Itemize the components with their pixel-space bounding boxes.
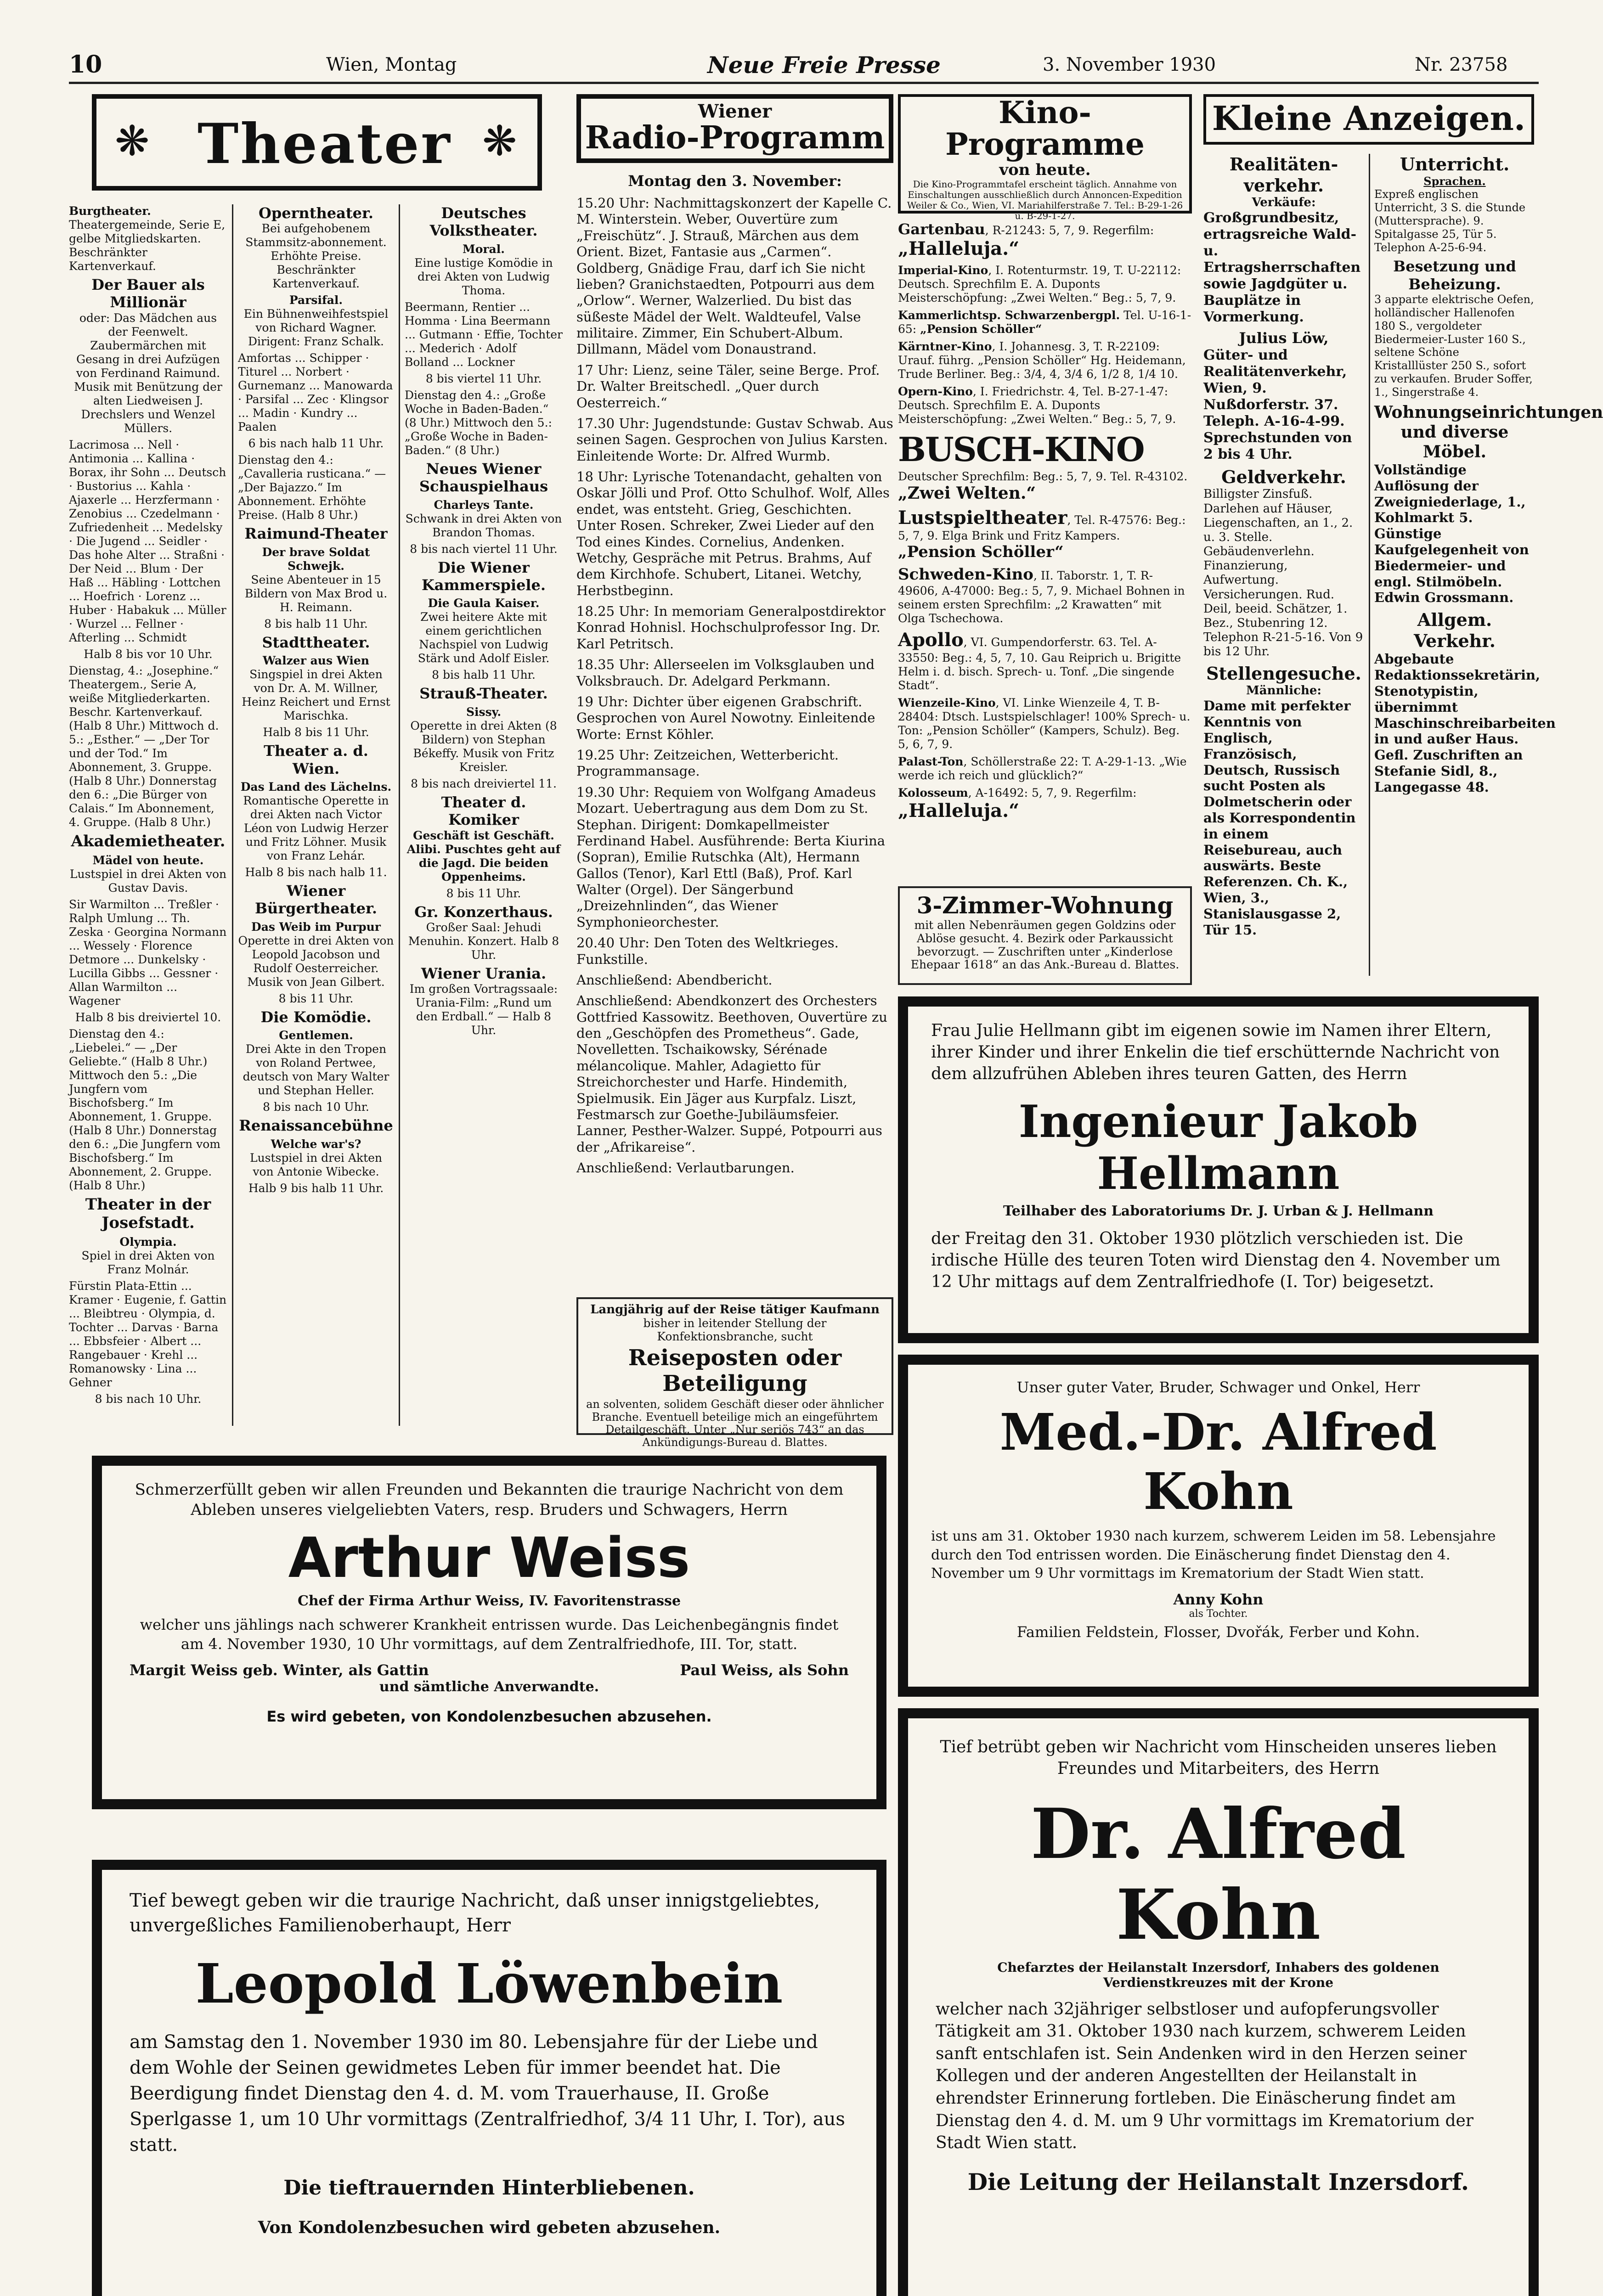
listing-text: oder: Das Mädchen aus der Feenwelt. Zaubermärchen mit Gesang in drei Aufzügen von Ferdinand Raimund. Musik mit Benützung der alten Liedweisen J. Drechslers und Wenzel Müllers. (74, 311, 222, 435)
kino-film: „Halleluja.“ (898, 238, 1020, 260)
listing-head: Theater d. Komiker (441, 793, 526, 829)
listing-text: Zwei heitere Akte mit einem gerichtlichen Nachspiel von Ludwig Stärk und Adolf Eisler. (418, 610, 550, 665)
listing-time: 8 bis nach 10 Uhr. (95, 1392, 202, 1406)
obituary-body: der Freitag den 31. Oktober 1930 plötzlich verschieden ist. Die irdische Hülle des teuren Toten wird Dienstag den 4. November um 12 Uhr mittags auf dem Zentralfriedhofe (I. Tor) beigesetzt. (931, 1229, 1501, 1291)
listing-head: Gr. Konzerthaus. (414, 903, 553, 921)
ad-subcategory: Männliche: (1246, 684, 1322, 698)
listing-head: Theater a. d. Wien. (264, 742, 368, 777)
theater-column-2 (238, 204, 394, 1435)
kino-text: I. Johannesg. 3, T. R-22109: Urauf. führg. „Pension Schöller“ Hg. Heidemann, Trude Berliner. Beg.: 3/4, 4, 3/4 6, 1/2 8, 1/4 10. (898, 340, 1186, 381)
listing-text: Eine lustige Komödie in drei Akten von Ludwig Thoma. (414, 256, 553, 297)
radio-item: 17 Uhr: Lienz, seine Täler, seine Berge. Prof. Dr. Walter Breitschedl. „Quer durch Oesterreich.“ (576, 362, 880, 411)
obituary-body: am Samstag den 1. November 1930 im 80. Lebensjahre für der Liebe und dem Wohle der Seinen gewidmetes Leben für immer beendet hat. Die Beerdigung findet Dienstag den 4. d. M. vom Trauerhause, II. Große Sperlgasse 1, um 10 Uhr vormittags (Zentralfriedhof, 3/4 11 Uhr, I. Tor), aus statt. (130, 2032, 845, 2155)
obituary-hellmann (898, 996, 1539, 1343)
obituary-closing: Es wird gebeten, von Kondolenzbesuchen abzusehen. (266, 1707, 712, 1725)
listing-head: Das Weib im Purpur (251, 920, 381, 934)
radio-item: Anschließend: Abendkonzert des Orchesters Gottfried Kassowitz. Beethoven, Ouvertüre zu den „Geschöpfen des Prometheus“. Gade, Novelletten. Tschaikowsky, Sérénade mélancolique. Mahler, Adagietto für Streichorchester und Harfe. Hindemith, Spielmusik. Ein Jäger aus Kurpfalz. Liszt, Festmarsch zur Goethe-Jubiläumsfeier. Lanner, Pesther-Walzer. Suppé, Potpourri aus der „Afrikareise“. (576, 993, 887, 1155)
kino-name: Schweden-Kino (898, 565, 1033, 584)
obituary-loewenbein (92, 1860, 886, 2296)
radio-item: 18 Uhr: Lyrische Totenandacht, gehalten von Oskar Jölli und Prof. Otto Schulhof. Wolf, Alles endet, was entsteht. Grieg, Geschichten. Unter Rosen. Schreker, Zwei Lieder auf den Tod eines Kindes. Cornelius, Andenken. Wetchy, Gespräche mit Petrus. Brahms, Auf dem Kirchhofe. Schubert, Litanei. Wetchy, Herbstbeginn. (576, 469, 890, 598)
kino-text: Schöllerstraße 22: T. A-29-1-13. „Wie werde ich reich und glücklich?“ (898, 754, 1187, 782)
ad-headline: Reiseposten oder Beteiligung (628, 1345, 842, 1396)
listing-head: Walzer aus Wien (263, 654, 369, 668)
header-rule (69, 82, 1539, 84)
theater-title: Theater (198, 112, 452, 176)
ad-category: Realitäten-verkehr. (1229, 154, 1338, 196)
listing-head: Mädel von heute. (92, 853, 204, 867)
listing-time: 8 bis nach 10 Uhr. (263, 1100, 369, 1114)
wohnung-ad (898, 886, 1192, 985)
ad-text: Güter- und Realitätenverkehr, Wien, 9. Nußdorferstr. 37. Teleph. A-16-4-99. Sprechstunden von 2 bis 4 Uhr. (1203, 347, 1352, 462)
obituary-name: Dr. Alfred Kohn (1030, 1793, 1406, 1955)
radio-title-box (576, 94, 893, 163)
obituary-signature: Die Leitung der Heilanstalt Inzersdorf. (967, 2168, 1469, 2195)
radio-date-head: Montag den 3. November: (628, 172, 842, 190)
kino-film: „Zwei Welten.“ (898, 483, 1036, 503)
listing-head: Strauß-Theater. (419, 685, 548, 703)
newspaper-name: Neue Freie Presse (707, 51, 941, 79)
kino-name: Lustspieltheater (898, 506, 1067, 529)
obituary-signatures (130, 1661, 849, 1679)
kino-name: BUSCH-KINO (898, 430, 1144, 469)
kino-name: Kärntner-Kino (898, 340, 992, 354)
ornament-icon: ❋ (482, 117, 517, 165)
listing-head: Neues Wiener Schauspielhaus (419, 460, 548, 495)
kino-entry (898, 309, 1192, 336)
ad-subcategory: Verkäufe: (1252, 196, 1316, 210)
radio-item: 19.30 Uhr: Requiem von Wolfgang Amadeus Mozart. Uebertragung aus dem Dom zu St. Stephan. Dirigent: Domkapellmeister Ferdinand Habel. Ausführende: Berta Kiurina (Sopran), Emilie Rutschka (Alt), Hermann Gallos (Tenor), Karl Ettl (Baß), Prof. Karl Walter (Orgel). Der Sängerbund „Dreizehnlinden“, das Wiener Symphonieorchester. (576, 784, 886, 930)
kino-text: A-16492: 5, 7, 9. Regerfilm: (975, 786, 1137, 799)
listing-text: Operette in drei Akten (8 Bildern) von Stephan Békeffy. Musik von Fritz Kreisler. (410, 719, 557, 774)
obituary-intro: Frau Julie Hellmann gibt im eigenen sowie im Namen ihrer Eltern, ihrer Kinder und ihrer Enkelin die tief erschütternde Nachricht von dem allzufrühen Ableben ihres teuren Gatten, des Herrn (931, 1021, 1500, 1083)
listing-text: Bei aufgehobenem Stammsitz-abonnement. Erhöhte Preise. Beschränkter Kartenverkauf. (245, 222, 387, 291)
listing-time: Halb 8 bis 11 Uhr. (263, 726, 369, 739)
listing-head: Raimund-Theater (244, 525, 388, 543)
kino-entry: Apollo, VI. Gumpendorferstr. 63. Tel. A-33550: Beg.: 4, 5, 7, 10. Gau Reiprich u. Brigitte Helm i. d. bisch. Sprech- u. Tonf. „Die singende Stadt“. (898, 629, 1181, 692)
obituary-signer-role: als Tochter. (1189, 1608, 1248, 1620)
kino-section (898, 90, 1197, 990)
kino-film: „Pension Schöller“ (920, 322, 1042, 336)
listing-text: Seine Abenteuer in 15 Bildern von Max Brod u. H. Reimann. (244, 573, 388, 614)
ad-text: Expreß englischen Unterricht, 3 S. die Stunde (Muttersprache). 9. Spitalgasse 25, Tür 5. Telephon A-25-6-94. (1374, 188, 1526, 254)
kino-entry: Wienzeile-Kino, VI. Linke Wienzeile 4, T. B-28404: Dtsch. Lustspielschlager! 100% Sprech- u. Ton: „Pension Schöller“ (Kampers, Schulz). Beg. 5, 6, 7, 9. (898, 696, 1191, 751)
listing-text: Ein Bühnenweihfestspiel von Richard Wagner. Dirigent: Franz Schalk. (243, 307, 389, 349)
listing-head: Das Land des Lächelns. (240, 780, 392, 793)
kino-text: I. Rotenturmstr. 19, T. U-22112: Deutsch. Sprechfilm E. A. Duponts Meisterschöpfung: „Zwei Welten.“ Beg.: 5, 7, 9. (898, 264, 1181, 305)
column-rule (1369, 154, 1370, 976)
obituary-name: Leopold Löwenbein (195, 1952, 783, 2015)
listing-text: Großer Saal: Jehudi Menuhin. Konzert. Halb 8 Uhr. (408, 920, 559, 962)
kleine-left-column (1203, 154, 1364, 980)
kino-entry: Lustspieltheater, Tel. R-47576: Beg.: 5, 7, 9. Elga Brink und Fritz Kampers. „Pension Schöller“ (898, 506, 1186, 561)
ad-category: Wohnungseinrichtungen und diverse Möbel. (1374, 402, 1603, 461)
radio-item: 18.35 Uhr: Allerseelen im Volksglauben und Volksbrauch. Dr. Adelgard Perkmann. (576, 657, 875, 689)
listing-time: 8 bis viertel 11 Uhr. (425, 371, 542, 385)
issue-date: 3. November 1930 (1043, 54, 1216, 75)
listing-head: Wiener Bürgertheater. (254, 882, 378, 917)
listing-time: 8 bis nach dreiviertel 11. (411, 777, 557, 790)
kino-entry: Gartenbau, R-21243: 5, 7, 9. Regerfilm: „Halleluja.“ (898, 220, 1154, 260)
listing-head: Akademietheater. (71, 832, 226, 850)
ad-category: Allgem. Verkehr. (1413, 609, 1496, 651)
kino-name: Kolosseum (898, 786, 968, 799)
ornament-icon: ❋ (115, 117, 150, 165)
kino-entry: Schweden-Kino, II. Taborstr. 1, T. R-49606, A-47000: Beg.: 5, 7, 9. Michael Bohnen in seinem ersten Sprechfilm: „2 Krawatten“ mit Olga Tschechowa. (898, 565, 1185, 625)
ad-text: Dame mit perfekter Kenntnis von Englisch, Französisch, Deutsch, Russisch sucht Posten als Dolmetscherin oder als Korrespondentin in einem Reisebureau, auch auswärts. Beste Referenzen. Ch. K., Wien, 3., Stanislausgasse 2, Tür 15. (1203, 698, 1356, 938)
radio-item: 19.25 Uhr: Zeitzeichen, Wetterbericht. Programmansage. (576, 747, 839, 779)
listing-time: 8 bis halb 11 Uhr. (432, 668, 536, 682)
signature-relatives: und sämtliche Anverwandte. (379, 1678, 599, 1695)
ad-category: Stellengesuche. (1206, 663, 1361, 684)
listing-text: Im großen Vortragssaale: Urania-Film: „Rund um den Erdball.“ — Halb 8 Uhr. (409, 982, 558, 1037)
kino-listings (898, 220, 1192, 877)
kino-text: VI. Linke Wienzeile 4, T. B-28404: Dtsch. Lustspielschlager! 100% Sprech- u. Ton: „Pension Schöller“ (Kampers, Schulz). Beg. 5, 6, 7, 9. (898, 696, 1191, 751)
kino-name: Apollo (898, 629, 964, 651)
radio-title-top: Wiener (698, 101, 772, 122)
listing-text: Dienstag den 4.: „Cavalleria rusticana.“ — „Der Bajazzo.“ Im Abonnement. Erhöhte Preise. (Halb 8 Uhr.) (238, 453, 386, 522)
ad-subcategory: Sprachen. (1423, 174, 1486, 188)
listing-time: 8 bis 11 Uhr. (278, 991, 354, 1005)
obituary-signer: Anny Kohn (1173, 1590, 1264, 1608)
listing-head: Wiener Urania. (421, 964, 547, 982)
listing-time: 8 bis nach viertel 11 Uhr. (410, 542, 558, 556)
theater-title-box (92, 94, 542, 191)
listing-text: Theatergemeinde, Serie E, gelbe Mitgliedskarten. Beschränkter Kartenverkauf. (69, 218, 226, 273)
listing-head: Die Komödie. (260, 1008, 372, 1026)
listing-head: Die Gaula Kaiser. (428, 597, 540, 610)
listing-head: Der Bauer als Millionär (91, 276, 205, 311)
kleine-right-column (1374, 154, 1603, 980)
kaufmann-ad (576, 1297, 893, 1449)
listing-head: Moral. (463, 242, 505, 256)
theater-column-1 (69, 204, 227, 1435)
obituary-kohn-heilanstalt (898, 1708, 1539, 2296)
obituary-subtitle: Chefarztes der Heilanstalt Inzersdorf, Inhabers des goldenen Verdienstkreuzes mit der Krone (997, 1959, 1439, 1990)
kino-film: „Halleluja.“ (898, 799, 1020, 822)
listing-head: Parsifal. (289, 293, 343, 307)
obituary-name: Ingenieur Jakob Hellmann (1018, 1096, 1418, 1200)
ad-text: Großgrundbesitz, ertragsreiche Wald- u. Ertragsherrschaften sowie Jagdgüter u. Bauplätze in Vormerkung. (1203, 210, 1361, 326)
ad-text: Abgebaute Redaktionssekretärin, Stenotypistin, übernimmt Maschinschreibarbeiten in und außer Haus. Gefl. Zuschriften an Stefanie Sidl, 8., Langegasse 48. (1374, 651, 1556, 795)
obituary-intro: Tief bewegt geben wir die traurige Nachricht, daß unser innigstgeliebtes, unvergeßliches Familienoberhaupt, Herr (130, 1890, 820, 1936)
kleine-title-box (1203, 94, 1534, 145)
ad-category: Geldverkehr. (1221, 466, 1346, 487)
kino-text: Deutscher Sprechfilm: Beg.: 5, 7, 9. Tel. R-43102. (898, 469, 1188, 483)
listing-text: Dienstag den 4.: „Liebelei.“ — „Der Geliebte.“ (Halb 8 Uhr.) Mittwoch den 5.: „Die Jungfern vom Bischofsberg.“ Im Abonnement, 1. Gruppe. (Halb 8 Uhr.) Donnerstag den 6.: „Die Jungfern vom Bischofsberg.“ Im Abonnement, 2. Gruppe. (Halb 8 Uhr.) (69, 1027, 220, 1192)
kino-title: Kino-Programme (945, 95, 1145, 163)
kino-name: Kammerlichtsp. Schwarzenbergpl. (898, 309, 1120, 322)
page-header (69, 51, 1539, 83)
listing-head: Der brave Soldat Schwejk. (262, 545, 370, 573)
listing-text: Lustspiel in drei Akten von Gustav Davis. (69, 867, 227, 895)
kino-entry: Imperial-Kino, I. Rotenturmstr. 19, T. U-22112: Deutsch. Sprechfilm E. A. Duponts Meisterschöpfung: „Zwei Welten.“ Beg.: 5, 7, 9. (898, 264, 1181, 305)
obituary-subtitle: Teilhaber des Laboratoriums Dr. J. Urban & J. Hellmann (1003, 1203, 1434, 1220)
kino-title-box (898, 94, 1192, 221)
listing-time: Halb 9 bis halb 11 Uhr. (248, 1181, 384, 1195)
kino-entry: Kolosseum, A-16492: 5, 7, 9. Regerfilm: „Halleluja.“ (898, 786, 1137, 822)
ad-text: Vollständige Auflösung der Zweigniederlage, 1., Kohlmarkt 5. Günstige Kaufgelegenheit von Biedermeier- und engl. Stilmöbeln. Edwin Grossmann. (1374, 462, 1529, 606)
kino-name: Wienzeile-Kino (898, 696, 996, 709)
obituary-families: Familien Feldstein, Flosser, Dvořák, Ferber und Kohn. (1016, 1623, 1420, 1641)
kino-entry: Kärntner-Kino, I. Johannesg. 3, T. R-22109: Urauf. führg. „Pension Schöller“ Hg. Heidemann, Trude Berliner. Beg.: 3/4, 4, 3/4 6, 1/2 8, 1/4 10. (898, 340, 1186, 381)
signature-wife: Margit Weiss geb. Winter, als Gattin (130, 1661, 429, 1679)
radio-item: 20.40 Uhr: Den Toten des Weltkrieges. Funkstille. (576, 935, 839, 967)
wohnung-body: mit allen Nebenräumen gegen Goldzins oder Ablöse gesucht. 4. Bezirk oder Parkaussicht bevorzugt. — Zuschriften unter „Kinderlose Ehepaar 1618“ an das Ank.-Bureau d. Blattes. (910, 918, 1180, 972)
ad-line: bisher in leitender Stellung der Konfektionsbranche, sucht (643, 1317, 827, 1343)
kino-text: II. Taborstr. 1, T. R-49606, A-47000: Beg.: 5, 7, 9. Michael Bohnen in seinem ersten Sprechfilm: „2 Krawatten“ mit Olga Tschechowa. (898, 568, 1185, 625)
listing-head: Stadttheater. (262, 633, 370, 651)
radio-item: Anschließend: Abendbericht. (576, 972, 773, 988)
kino-text: I. Friedrichstr. 4, Tel. B-27-1-47: Deutsch. Sprechfilm E. A. Duponts Meisterschöpfung: „Zwei Welten.“ Beg.: 5, 7, 9. (898, 385, 1176, 426)
radio-item: 17.30 Uhr: Jugendstunde: Gustav Schwab. Aus seinen Sagen. Gesprochen von Julius Karsten. Einleitende Worte: Dr. Alfred Wurmb. (576, 415, 893, 464)
listing-head: Gentlemen. (279, 1029, 353, 1042)
obituary-subtitle: Chef der Firma Arthur Weiss, IV. Favoritenstrasse (297, 1593, 681, 1609)
cast-list: Beermann, Rentier ... Homma · Lina Beermann ... Gutmann · Effie, Tochter ... Mederich · Adolf Bolland ... Lockner (405, 300, 563, 369)
obituary-body: ist uns am 31. Oktober 1930 nach kurzem, schwerem Leiden im 58. Lebensjahre durch den Tod entrissen worden. Die Einäscherung findet Dienstag den 4. November um 9 Uhr vormittags im Krematorium der Stadt Wien statt. (931, 1528, 1496, 1581)
obituary-intro: Tief betrübt geben wir Nachricht vom Hinscheiden unseres lieben Freundes und Mitarbeiters, des Herrn (940, 1738, 1497, 1778)
wohnung-title: 3-Zimmer-Wohnung (916, 892, 1174, 919)
page-number: 10 (69, 51, 102, 79)
listing-text: Schwank in drei Akten von Brandon Thomas. (405, 512, 562, 539)
listing-time: 8 bis 11 Uhr. (446, 886, 521, 900)
listing-time: Halb 8 bis nach halb 11. (245, 865, 387, 879)
kino-subtitle: von heute. (999, 160, 1091, 179)
radio-section (576, 90, 898, 1449)
obituary-closing: Von Kondolenzbesuchen wird gebeten abzusehen. (258, 2218, 721, 2237)
obituary-name: Arthur Weiss (288, 1526, 690, 1591)
listing-time: 8 bis halb 11 Uhr. (264, 617, 368, 630)
cast-list: Sir Warmilton ... Treßler · Ralph Umlung ... Th. Zeska · Georgina Normann ... Wessely · Florence Detmore ... Dunkelsky · Lucilla Gibbs ... Gessner · Allan Warmilton ... Wagener (69, 897, 227, 1007)
listing-text: Dienstag, 4.: „Josephine.“ Theatergem., Serie A, weiße Mitgliederkarten. Beschr. Kartenverkauf. (Halb 8 Uhr.) Mittwoch d. 5.: „Esther.“ — „Der Tor und der Tod.“ Im Abonnement, 3. Gruppe. (Halb 8 Uhr.) Donnerstag den 6.: „Die Bürger von Calais.“ Im Abonnement, 4. Gruppe. (Halb 8 Uhr.) (69, 664, 219, 829)
listing-text: Operette in drei Akten von Leopold Jacobson und Rudolf Oesterreicher. Musik von Jean Gilbert. (238, 934, 394, 989)
kino-film: „Pension Schöller“ (898, 542, 1064, 561)
radio-item: 15.20 Uhr: Nachmittagskonzert der Kapelle C. M. Winterstein. Weber, Ouvertüre zum „Freischütz“. J. Strauß, Märchen aus dem Orient. Bizet, Fantasie aus „Carmen“. Goldberg, Gnädige Frau, darf ich Sie nicht lieben? Granichstaedten, Potpourri aus dem „Orlow“. Werner, Walzerlied. Du bist das süßeste Mädel der Welt. Waldteufel, Valse militaire. Zimmer, Ein Schubert-Album. Dillmann, Mädel vom Donaustrand. (576, 195, 892, 357)
kino-name: Gartenbau (898, 220, 985, 238)
kleine-title: Kleine Anzeigen. (1212, 99, 1526, 138)
kino-text: VI. Gumpendorferstr. 63. Tel. A-33550: Beg.: 4, 5, 7, 10. Gau Reiprich u. Brigitte Helm i. d. bisch. Sprech- u. Tonf. „Die singende Stadt“. (898, 635, 1181, 692)
kleine-anzeigen-section (1203, 90, 1603, 990)
column-rule (399, 204, 400, 1426)
listing-head: Deutsches Volkstheater. (429, 204, 538, 240)
obituary-body: welcher uns jählings nach schwerer Krankheit entrissen wurde. Das Leichenbegängnis findet am 4. November 1930, 10 Uhr vormittags, auf dem Zentralfriedhofe, III. Tor, statt. (140, 1616, 839, 1653)
obituary-name: Med.-Dr. Alfred Kohn (999, 1402, 1437, 1521)
listing-head: Burgtheater. (69, 204, 151, 218)
signature-son: Paul Weiss, als Sohn (680, 1661, 849, 1679)
obituary-intro: Unser guter Vater, Bruder, Schwager und Onkel, Herr (1016, 1379, 1420, 1396)
theater-column-3 (405, 204, 563, 1435)
ad-line: Langjährig auf der Reise tätiger Kaufmann (590, 1303, 880, 1317)
kino-name: Imperial-Kino (898, 264, 988, 277)
radio-item: 19 Uhr: Dichter über eigenen Grabschrift. Gesprochen von Aurel Nowotny. Einleitende Worte: Ernst Köhler. (576, 693, 875, 742)
theater-section (69, 90, 563, 1435)
listing-head: Welche war's? (271, 1137, 361, 1151)
ad-category: Unterricht. (1400, 154, 1510, 174)
listing-text: Lustspiel in drei Akten von Antonie Wibecke. (249, 1151, 383, 1178)
listing-text: Dienstag den 4.: „Große Woche in Baden-Baden.“ (8 Uhr.) Mittwoch den 5.: „Große Woche in Baden-Baden.“ (8 Uhr.) (405, 388, 552, 457)
radio-program (576, 195, 893, 1279)
column-rule (232, 204, 233, 1426)
ad-text: Billigster Zinsfuß. Darlehen auf Häuser, Liegenschaften, an 1., 2. u. 3. Stelle. Gebäudenverlehn. Finanzierung, Aufwertung. Versicherungen. Rud. Deil, beeid. Schätzer, 1. Bez., Stubenring 12. Telephon R-21-5-16. Von 9 bis 12 Uhr. (1203, 487, 1363, 659)
listing-head: Theater in der Josefstadt. (85, 1195, 211, 1232)
ad-category: Besetzung und Beheizung. (1393, 258, 1516, 293)
listing-head: Charleys Tante. (434, 498, 534, 512)
ad-category: Julius Löw, (1239, 329, 1329, 347)
listing-head: Renaissancebühne (239, 1117, 393, 1135)
kino-text: R-21243: 5, 7, 9. Regerfilm: (992, 224, 1154, 237)
ad-body: an solventen, solidem Geschäft dieser oder ähnlicher Branche. Eventuell beteilige mich an eingeführtem Detailgeschäft. Unter „Nur seriös 743“ an das Ankündigungs-Bureau d. Blattes. (586, 1398, 884, 1449)
listing-text: Drei Akte in den Tropen von Roland Pertwee, deutsch von Mary Walter und Stephan Heller. (243, 1042, 389, 1097)
kino-intro: Die Kino-Programmtafel erscheint täglich. Annahme von Einschaltungen ausschließlich durch Annoncen-Expedition Weiler & Co., Wien, VI. Mariahilferstraße 7. Tel.: B-29-1-26 u. B-29-1-27. (907, 178, 1183, 221)
obituary-kohn-family (898, 1355, 1539, 1697)
listing-text: Romantische Operette in drei Akten nach Victor Léon von Ludwig Herzer und Fritz Löhner. Musik von Franz Lehár. (243, 793, 389, 862)
radio-item: Anschließend: Verlautbarungen. (576, 1160, 795, 1176)
kino-text: Tel. R-47576: Beg.: 5, 7, 9. Elga Brink und Fritz Kampers. (898, 513, 1186, 542)
radio-item: 18.25 Uhr: In memoriam Generalpostdirektor Konrad Hohnisl. Hochschulprofessor Ing. Dr. Karl Petritsch. (576, 603, 886, 652)
kino-name: Palast-Ton (898, 754, 964, 768)
listing-time: Halb 8 bis vor 10 Uhr. (84, 647, 213, 661)
obituary-body: welcher nach 32jähriger selbstloser und aufopferungsvoller Tätigkeit am 31. Oktober 1930 nach kurzem, schwerem Leiden sanft entschlafen ist. Sein Andenken wird in den Herzen seiner Kollegen und der anderen Angestellten der Heilanstalt in ehrendster Erinnerung fortleben. Die Einäscherung findet am Dienstag den 4. d. M. um 9 Uhr vormittags im Krematorium der Stadt Wien statt. (936, 1999, 1474, 2153)
listing-text: Geschäft ist Geschäft. Alibi. Puschtes geht auf die Jagd. Die beiden Oppenheims. (406, 828, 561, 884)
kino-entry: Opern-Kino, I. Friedrichstr. 4, Tel. B-27-1-47: Deutsch. Sprechfilm E. A. Duponts Meisterschöpfung: „Zwei Welten.“ Beg.: 5, 7, 9. (898, 385, 1176, 426)
radio-title: Radio-Programm (585, 119, 885, 156)
cast-list: Amfortas ... Schipper · Titurel ... Norbert · Gurnemanz ... Manowarda · Parsifal ... Zec · Klingsor ... Madin · Kundry ... Paalen (238, 351, 393, 434)
listing-head: Operntheater. (258, 204, 374, 222)
kino-entry: Palast-Ton, Schöllerstraße 22: T. A-29-1-13. „Wie werde ich reich und glücklich?“ (898, 754, 1187, 782)
issue-number: Nr. 23758 (1415, 54, 1508, 75)
listing-head: Die Wiener Kammerspiele. (421, 558, 546, 594)
place-date: Wien, Montag (326, 54, 457, 75)
kino-entry (898, 430, 1192, 503)
ad-text: 3 apparte elektrische Oefen, holländischer Hallenofen 180 S., vergoldeter Biedermeier-Luster 160 S., seltene Schöne Kristalllüster 250 S., sofort zu verkaufen. Bruder Soffer, 1., Singerstraße 4. (1374, 293, 1534, 399)
kino-text: Tel. U-16-1-65: (898, 309, 1191, 336)
listing-text: Spiel in drei Akten von Franz Molnár. (81, 1249, 215, 1277)
obituary-weiss (92, 1456, 886, 1809)
listing-time: Halb 8 bis dreiviertel 10. (75, 1010, 221, 1024)
obituary-intro: Schmerzerfüllt geben wir allen Freunden und Bekannten die traurige Nachricht von dem Ableben unseres vielgeliebten Vaters, resp. Bruders und Schwagers, Herrn (135, 1480, 844, 1519)
listing-head: Sissy. (466, 705, 502, 719)
listing-head: Olympia. (119, 1235, 177, 1249)
listing-text: Singspiel in drei Akten von Dr. A. M. Willner, Heinz Reichert und Ernst Marischka. (242, 668, 390, 723)
cast-list: Fürstin Plata-Ettin ... Kramer · Eugenie, f. Gattin ... Bleibtreu · Olympia, d. Tochter ... Darvas · Barna ... Ebbsfeier · Albert ... Rangebauer · Krehl ... Romanowsky · Lina ... Gehner (69, 1279, 227, 1390)
cast-list: Lacrimosa ... Nell · Antimonia ... Kallina · Borax, ihr Sohn ... Deutsch · Bustorius ... Kahla · Ajaxerle ... Herzfermann · Zenobius ... Czedelmann · Zufriedenheit ... Medelsky · Die Jugend ... Seidler · Das hohe Alter ... Straßni · Der Neid ... Blum · Der Haß ... Häbling · Lottchen ... Hoefrich · Lorenz ... Huber · Habakuk ... Müller · Wurzel ... Fellner · Afterling ... Schmidt (69, 438, 226, 644)
obituary-signature: Die tieftrauernden Hinterbliebenen. (283, 2176, 695, 2200)
listing-time: 6 bis nach halb 11 Uhr. (248, 437, 384, 450)
kino-name: Opern-Kino (898, 385, 973, 399)
